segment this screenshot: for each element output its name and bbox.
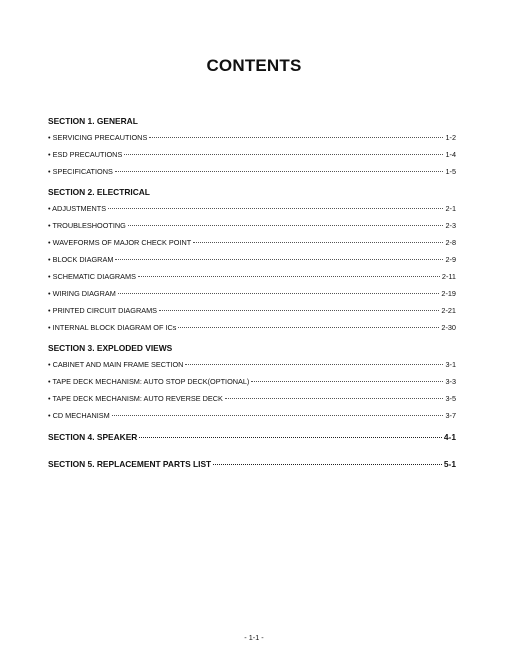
toc-entry-page: 2-3 bbox=[445, 221, 456, 230]
toc-entry bbox=[48, 254, 456, 265]
section-1-heading: SECTION 1. GENERAL bbox=[48, 116, 138, 126]
toc-entry-label: • TROUBLESHOOTING bbox=[48, 221, 126, 230]
toc-entry-page: 2-11 bbox=[441, 272, 456, 281]
toc-entry bbox=[48, 410, 456, 421]
toc-entry bbox=[48, 376, 456, 387]
dot-leader bbox=[115, 171, 444, 172]
toc-entry-label: • TAPE DECK MECHANISM: AUTO STOP DECK(OPTIONAL) bbox=[48, 377, 250, 386]
toc-entry-label: • SPECIFICATIONS bbox=[48, 167, 113, 176]
dot-leader bbox=[128, 225, 444, 226]
dot-leader bbox=[149, 137, 443, 138]
toc-entry bbox=[48, 166, 456, 177]
dot-leader bbox=[213, 464, 442, 465]
toc-entry-label: • ADJUSTMENTS bbox=[48, 204, 107, 213]
toc-entry bbox=[48, 271, 456, 282]
toc-entry-label: • CD MECHANISM bbox=[48, 411, 110, 420]
toc-entry-page: 1-5 bbox=[445, 167, 456, 176]
toc-entry-label: • BLOCK DIAGRAM bbox=[48, 255, 114, 264]
dot-leader bbox=[159, 310, 439, 311]
toc-entry bbox=[48, 288, 456, 299]
toc-entry-label: • TAPE DECK MECHANISM: AUTO REVERSE DECK bbox=[48, 394, 223, 403]
toc-entry bbox=[48, 220, 456, 231]
toc-entry bbox=[48, 149, 456, 160]
toc-entry-label: • CABINET AND MAIN FRAME SECTION bbox=[48, 360, 184, 369]
toc-entry-label: • WIRING DIAGRAM bbox=[48, 289, 116, 298]
dot-leader bbox=[138, 276, 440, 277]
dot-leader bbox=[118, 293, 440, 294]
toc-entry-page: 3-5 bbox=[445, 394, 456, 403]
dot-leader bbox=[178, 327, 439, 328]
toc-entry-page: 2-8 bbox=[445, 238, 456, 247]
toc-entry bbox=[48, 203, 456, 214]
page-number-footer: - 1-1 - bbox=[244, 633, 264, 642]
dot-leader bbox=[225, 398, 444, 399]
toc-entry-label: SECTION 4. SPEAKER bbox=[48, 432, 138, 442]
toc-entry bbox=[48, 237, 456, 248]
toc-entry-page: 4-1 bbox=[443, 432, 456, 442]
dot-leader bbox=[112, 415, 444, 416]
section-4-entry bbox=[48, 432, 456, 443]
toc-entry-page: 2-30 bbox=[441, 323, 456, 332]
toc-entry bbox=[48, 305, 456, 316]
section-2-heading: SECTION 2. ELECTRICAL bbox=[48, 187, 150, 197]
toc-entry-label: • WAVEFORMS OF MAJOR CHECK POINT bbox=[48, 238, 192, 247]
section-5-entry bbox=[48, 459, 456, 470]
dot-leader bbox=[108, 208, 443, 209]
dot-leader bbox=[185, 364, 443, 365]
toc-entry bbox=[48, 393, 456, 404]
toc-entry-page: 1-4 bbox=[445, 150, 456, 159]
toc-entry bbox=[48, 132, 456, 143]
toc-entry-page: 5-1 bbox=[443, 459, 456, 469]
toc-entry-page: 2-21 bbox=[441, 306, 456, 315]
toc-entry-page: 3-1 bbox=[445, 360, 456, 369]
dot-leader bbox=[115, 259, 443, 260]
dot-leader bbox=[193, 242, 443, 243]
toc-entry-label: • PRINTED CIRCUIT DIAGRAMS bbox=[48, 306, 158, 315]
dot-leader bbox=[139, 437, 442, 438]
dot-leader bbox=[124, 154, 443, 155]
toc-entry-label: • ESD PRECAUTIONS bbox=[48, 150, 123, 159]
toc-entry bbox=[48, 322, 456, 333]
toc-entry-page: 1-2 bbox=[445, 133, 456, 142]
toc-entry-page: 2-9 bbox=[445, 255, 456, 264]
toc-entry-page: 2-1 bbox=[445, 204, 456, 213]
toc-entry-label: • SERVICING PRECAUTIONS bbox=[48, 133, 148, 142]
toc-entry-label: • INTERNAL BLOCK DIAGRAM OF ICs bbox=[48, 323, 177, 332]
toc-entry bbox=[48, 359, 456, 370]
toc-entry-label: • SCHEMATIC DIAGRAMS bbox=[48, 272, 136, 281]
page-title: CONTENTS bbox=[206, 56, 302, 75]
dot-leader bbox=[251, 381, 443, 382]
section-3-heading: SECTION 3. EXPLODED VIEWS bbox=[48, 343, 173, 353]
toc-entry-page: 3-3 bbox=[445, 377, 456, 386]
toc-entry-page: 3-7 bbox=[445, 411, 456, 420]
table-of-contents bbox=[48, 116, 456, 470]
toc-entry-label: SECTION 5. REPLACEMENT PARTS LIST bbox=[48, 459, 212, 469]
toc-entry-page: 2-19 bbox=[441, 289, 456, 298]
